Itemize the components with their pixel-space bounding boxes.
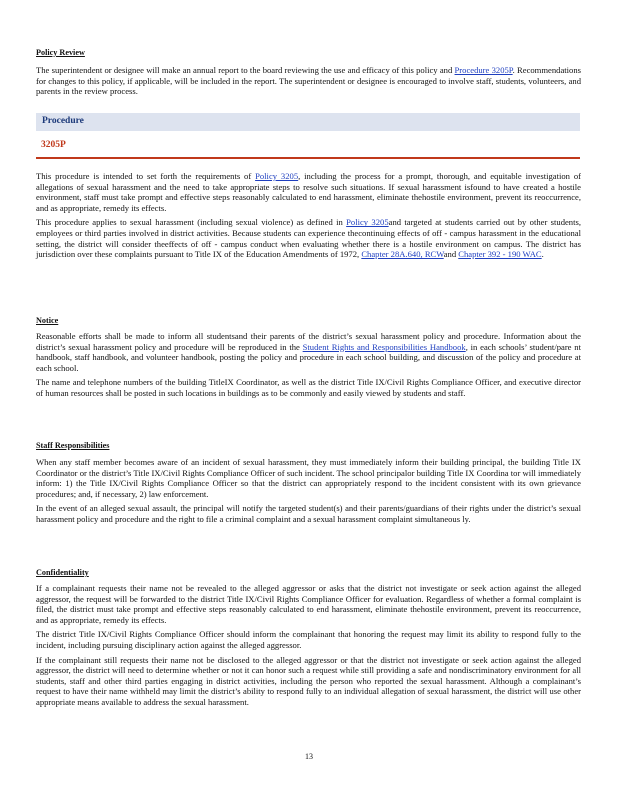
procedure-3205p-link[interactable]: Procedure 3205P [454, 65, 513, 75]
procedure-divider [36, 157, 580, 159]
confidentiality-section [36, 568, 581, 708]
section-heading-staff: Staff Responsibilities [36, 441, 110, 450]
text-run: This procedure is intended to set forth the requirements of [36, 171, 256, 181]
text-run: . [541, 249, 544, 260]
text-run: . Recommendations for changes to this policy, if applicable, will be included in the report. The superintendent or designee is encouraged to involve staff, students, volunteers, and parents in the review process. [36, 65, 581, 97]
section-heading-confidentiality: Confidentiality [36, 568, 89, 577]
wac-link[interactable]: Chapter 392 - 190 WAC [458, 249, 542, 260]
text-run: , including the process for a prompt, thorough, and equitable investigation of allegations of sexual harassment and the need to take appropriate steps to resolve such situations. If sexual harassment isfound to have created a hostile environment, staff must take prompt and effective steps reasonably calculated to end harassment, eliminate thehostile environment, prevent its reoccurrence, and as appropriate, remedy its effects. [36, 171, 581, 213]
procedure-header-title: Procedure [42, 116, 84, 126]
policy-3205-link-2[interactable]: Policy 3205 [346, 217, 389, 228]
notice-section [36, 316, 581, 399]
staff-responsibilities-section [36, 441, 581, 525]
policy-review-paragraph [36, 65, 581, 97]
intro-section [36, 171, 581, 260]
confidentiality-paragraph-2: The district Title IX/Civil Rights Compliance Officer should inform the complainant that honoring the request may limit its ability to respond fully to the incident, including pursuing disciplinary action against the alleged aggressor. [36, 629, 581, 650]
intro-paragraph-1 [36, 171, 581, 213]
intro-paragraph-2 [36, 217, 581, 259]
procedure-number: 3205P [41, 140, 66, 150]
page-number: 13 [305, 752, 313, 761]
rcw-link[interactable]: Chapter 28A.640, RCW [361, 249, 444, 260]
text-run: , in each schools’ student/pare nt handbook, staff handbook, and volunteer handbook, posting the policy and procedure in each school building, and discussion of the policy and procedure at each school. [36, 341, 581, 373]
text-run: and targeted at students carried out by other students, employees or third parties involved in district activities. Because students can experience thecontinuing effects of off - campus harassment in the educational setting, the district will consider theeffects of off - campus conduct when evaluating whether there is a hostile environment on campus. The district has jurisdiction over these complaints pursuant to Title IX of the Education Amendments of 1972, [36, 217, 581, 260]
policy-review-section [36, 48, 581, 97]
section-heading-notice: Notice [36, 316, 59, 325]
notice-paragraph-1 [36, 331, 581, 373]
confidentiality-paragraph-3: If the complainant still requests their name not be disclosed to the alleged aggressor or that the district not investigate or seek action against the alleged aggressor, the district will need to determine whether or not it can honor such a request while still providing a safe and nondiscriminatory environment for all students, staff and other third parties engaging in district activities, including the person who reported the sexual harassment. Although a complainant’s request to have their name withheld may limit the district’s ability to respond fully to an individual allegation of sexual harassment, the district will use other appropriate means available to address the sexual harassment. [36, 654, 581, 707]
staff-paragraph-2: In the event of an alleged sexual assault, the principal will notify the targeted student(s) and their parents/guardians of their rights under the district’s sexual harassment policy and procedure and the right to file a criminal complaint and a sexual harassment complaint simultaneous ly. [36, 503, 581, 524]
text-run: The superintendent or designee will make an annual report to the board reviewing the use and efficacy of this policy and [36, 65, 455, 75]
text-run: and [443, 249, 459, 260]
text-run: Reasonable efforts shall be made to inform all studentsand their parents of the district’s sexual harassment policy and procedure. Information about the district’s sexual harassment policy and procedure will be reproduced in the [36, 331, 581, 352]
text-run: This procedure applies to sexual harassment (including sexual violence) as defined in [36, 217, 347, 228]
staff-paragraph-1: When any staff member becomes aware of an incident of sexual harassment, they must immediately inform their building principal, the building Title IX Coordinator or the district’s Title IX/Civil Rights Compliance Officer of such incident. The school principalor building Title IX Coordina tor will immediately inform: 1) the Title IX/Civil Rights Compliance Officer so that the district can appropriately respond to the incident consistent with its own grievance procedures; and, if necessary, 2) law enforcement. [36, 457, 581, 499]
procedure-header-bar [36, 113, 580, 131]
notice-paragraph-2: The name and telephone numbers of the building TitleIX Coordinator, as well as the district Title IX/Civil Rights Compliance Officer, and executive director of human resources shall be posted in such locations in buildings as to be commonly and easily viewed by students and staff. [36, 377, 581, 398]
student-handbook-link[interactable]: Student Rights and Responsibilities Handbook [302, 341, 466, 352]
policy-3205-link[interactable]: Policy 3205 [255, 171, 299, 181]
confidentiality-paragraph-1: If a complainant requests their name not be revealed to the alleged aggressor or asks that the district not investigate or seek action against the alleged aggressor, the request will be forwarded to the district Title IX/Civil Rights Compliance Officer for evaluation. Regardless of whether a formal complaint is filed, the district must take prompt and effective steps reasonably calculated to end harassment, eliminate thehostile environment, prevent its reoccurrence, and as appropriate, remedy its effects. [36, 583, 581, 625]
section-heading-policy-review: Policy Review [36, 48, 85, 57]
